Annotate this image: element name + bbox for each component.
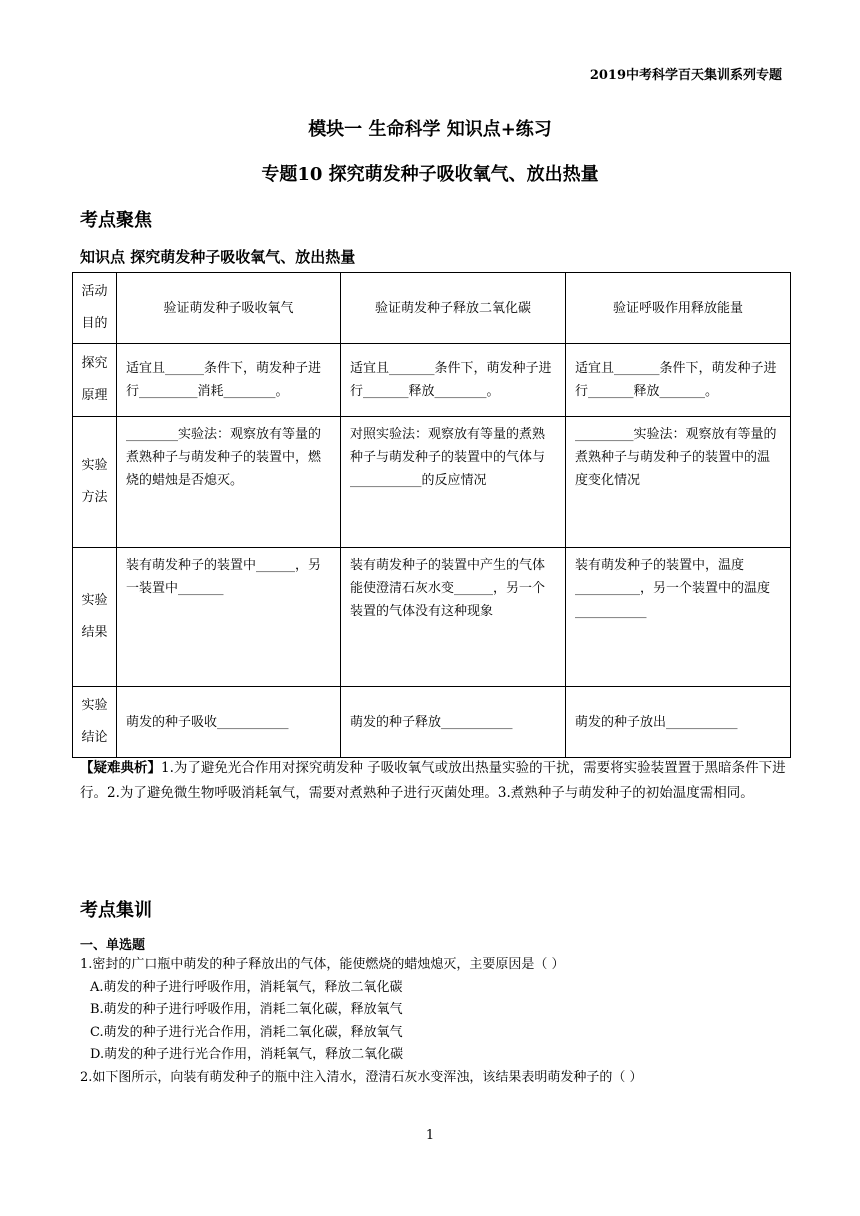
- subsection-heading: 一、单选题: [80, 938, 146, 953]
- row-label-purpose: 活动 目的: [73, 273, 117, 344]
- table-row: [73, 273, 791, 344]
- question-list: [80, 954, 800, 1089]
- row-label-principle: 探究 原理: [73, 344, 117, 417]
- option-a: A.萌发的种子进行呼吸作用，消耗氧气，释放二氧化碳: [90, 979, 403, 995]
- table-cell: 萌发的种子放出___________: [566, 687, 791, 758]
- difficulty-note: [80, 756, 786, 806]
- table-row: [73, 344, 791, 417]
- table-cell: 对照实验法：观察放有等量的煮熟种子与萌发种子的装置中的气体与___________的反应情况: [341, 417, 566, 548]
- question-stem: 2.如下图所示，向装有萌发种子的瓶中注入清水，澄清石灰水变浑浊，该结果表明萌发种子的（ ）: [80, 1069, 643, 1085]
- table-cell: 装有萌发种子的装置中产生的气体能使澄清石灰水变______，另一个装置的气体没有这种现象: [341, 548, 566, 687]
- section-training-heading: 考点集训: [80, 900, 152, 921]
- row-label-result: 实验 结果: [73, 548, 117, 687]
- option-b: B.萌发的种子进行呼吸作用，消耗二氧化碳，释放氧气: [90, 1002, 403, 1017]
- table-cell: 装有萌发种子的装置中______，另一装置中_______: [117, 548, 341, 687]
- option-c: C.萌发的种子进行光合作用，消耗二氧化碳，释放氧气: [90, 1024, 403, 1040]
- section-focus-heading: 考点聚焦: [80, 210, 152, 231]
- option-d: D.萌发的种子进行光合作用，消耗氧气，释放二氧化碳: [90, 1047, 404, 1062]
- knowledge-point-title: 知识点 探究萌发种子吸收氧气、放出热量: [80, 248, 356, 266]
- table-row: [73, 417, 791, 548]
- note-label: 【疑难典析】: [80, 760, 161, 776]
- column-header: 验证萌发种子吸收氧气: [117, 273, 341, 344]
- table-row: [73, 548, 791, 687]
- knowledge-table: [72, 272, 791, 758]
- row-label-method: 实验 方法: [73, 417, 117, 548]
- question-stem: 1.密封的广口瓶中萌发的种子释放出的气体，能使燃烧的蜡烛熄灭，主要原因是（ ）: [80, 957, 565, 972]
- series-header: 2019中考科学百天集训系列专题: [589, 68, 782, 83]
- table-cell: 萌发的种子吸收___________: [117, 687, 341, 758]
- page-number: 1: [425, 1128, 435, 1143]
- row-label-conclusion: 实验 结论: [73, 687, 117, 758]
- table-cell: 装有萌发种子的装置中，温度__________，另一个装置中的温度___________: [566, 548, 791, 687]
- column-header: 验证呼吸作用释放能量: [566, 273, 791, 344]
- table-cell: 适宜且_______条件下，萌发种子进行_______释放________。: [341, 344, 566, 417]
- table-cell: _________实验法：观察放有等量的煮熟种子与萌发种子的装置中的温度变化情况: [566, 417, 791, 548]
- table-cell: 萌发的种子释放___________: [341, 687, 566, 758]
- table-cell: 适宜且______条件下，萌发种子进行_________消耗________。: [117, 344, 341, 417]
- table-cell: ________实验法：观察放有等量的煮熟种子与萌发种子的装置中，燃烧的蜡烛是否熄灭。: [117, 417, 341, 548]
- module-title: 模块一 生命科学 知识点+练习: [308, 119, 552, 140]
- table-row: [73, 687, 791, 758]
- note-text: 1.为了避免光合作用对探究萌发种 子吸收氧气或放出热量实验的干扰，需要将实验装置置于黑暗条件下进行。2.为了避免微生物呼吸消耗氧气，需要对煮熟种子进行灭菌处理。3.煮熟种子与萌发种子的初始温度需相同。: [80, 760, 786, 801]
- topic-title: 专题10 探究萌发种子吸收氧气、放出热量: [261, 164, 599, 185]
- table-cell: 适宜且_______条件下，萌发种子进行_______释放_______。: [566, 344, 791, 417]
- column-header: 验证萌发种子释放二氧化碳: [341, 273, 566, 344]
